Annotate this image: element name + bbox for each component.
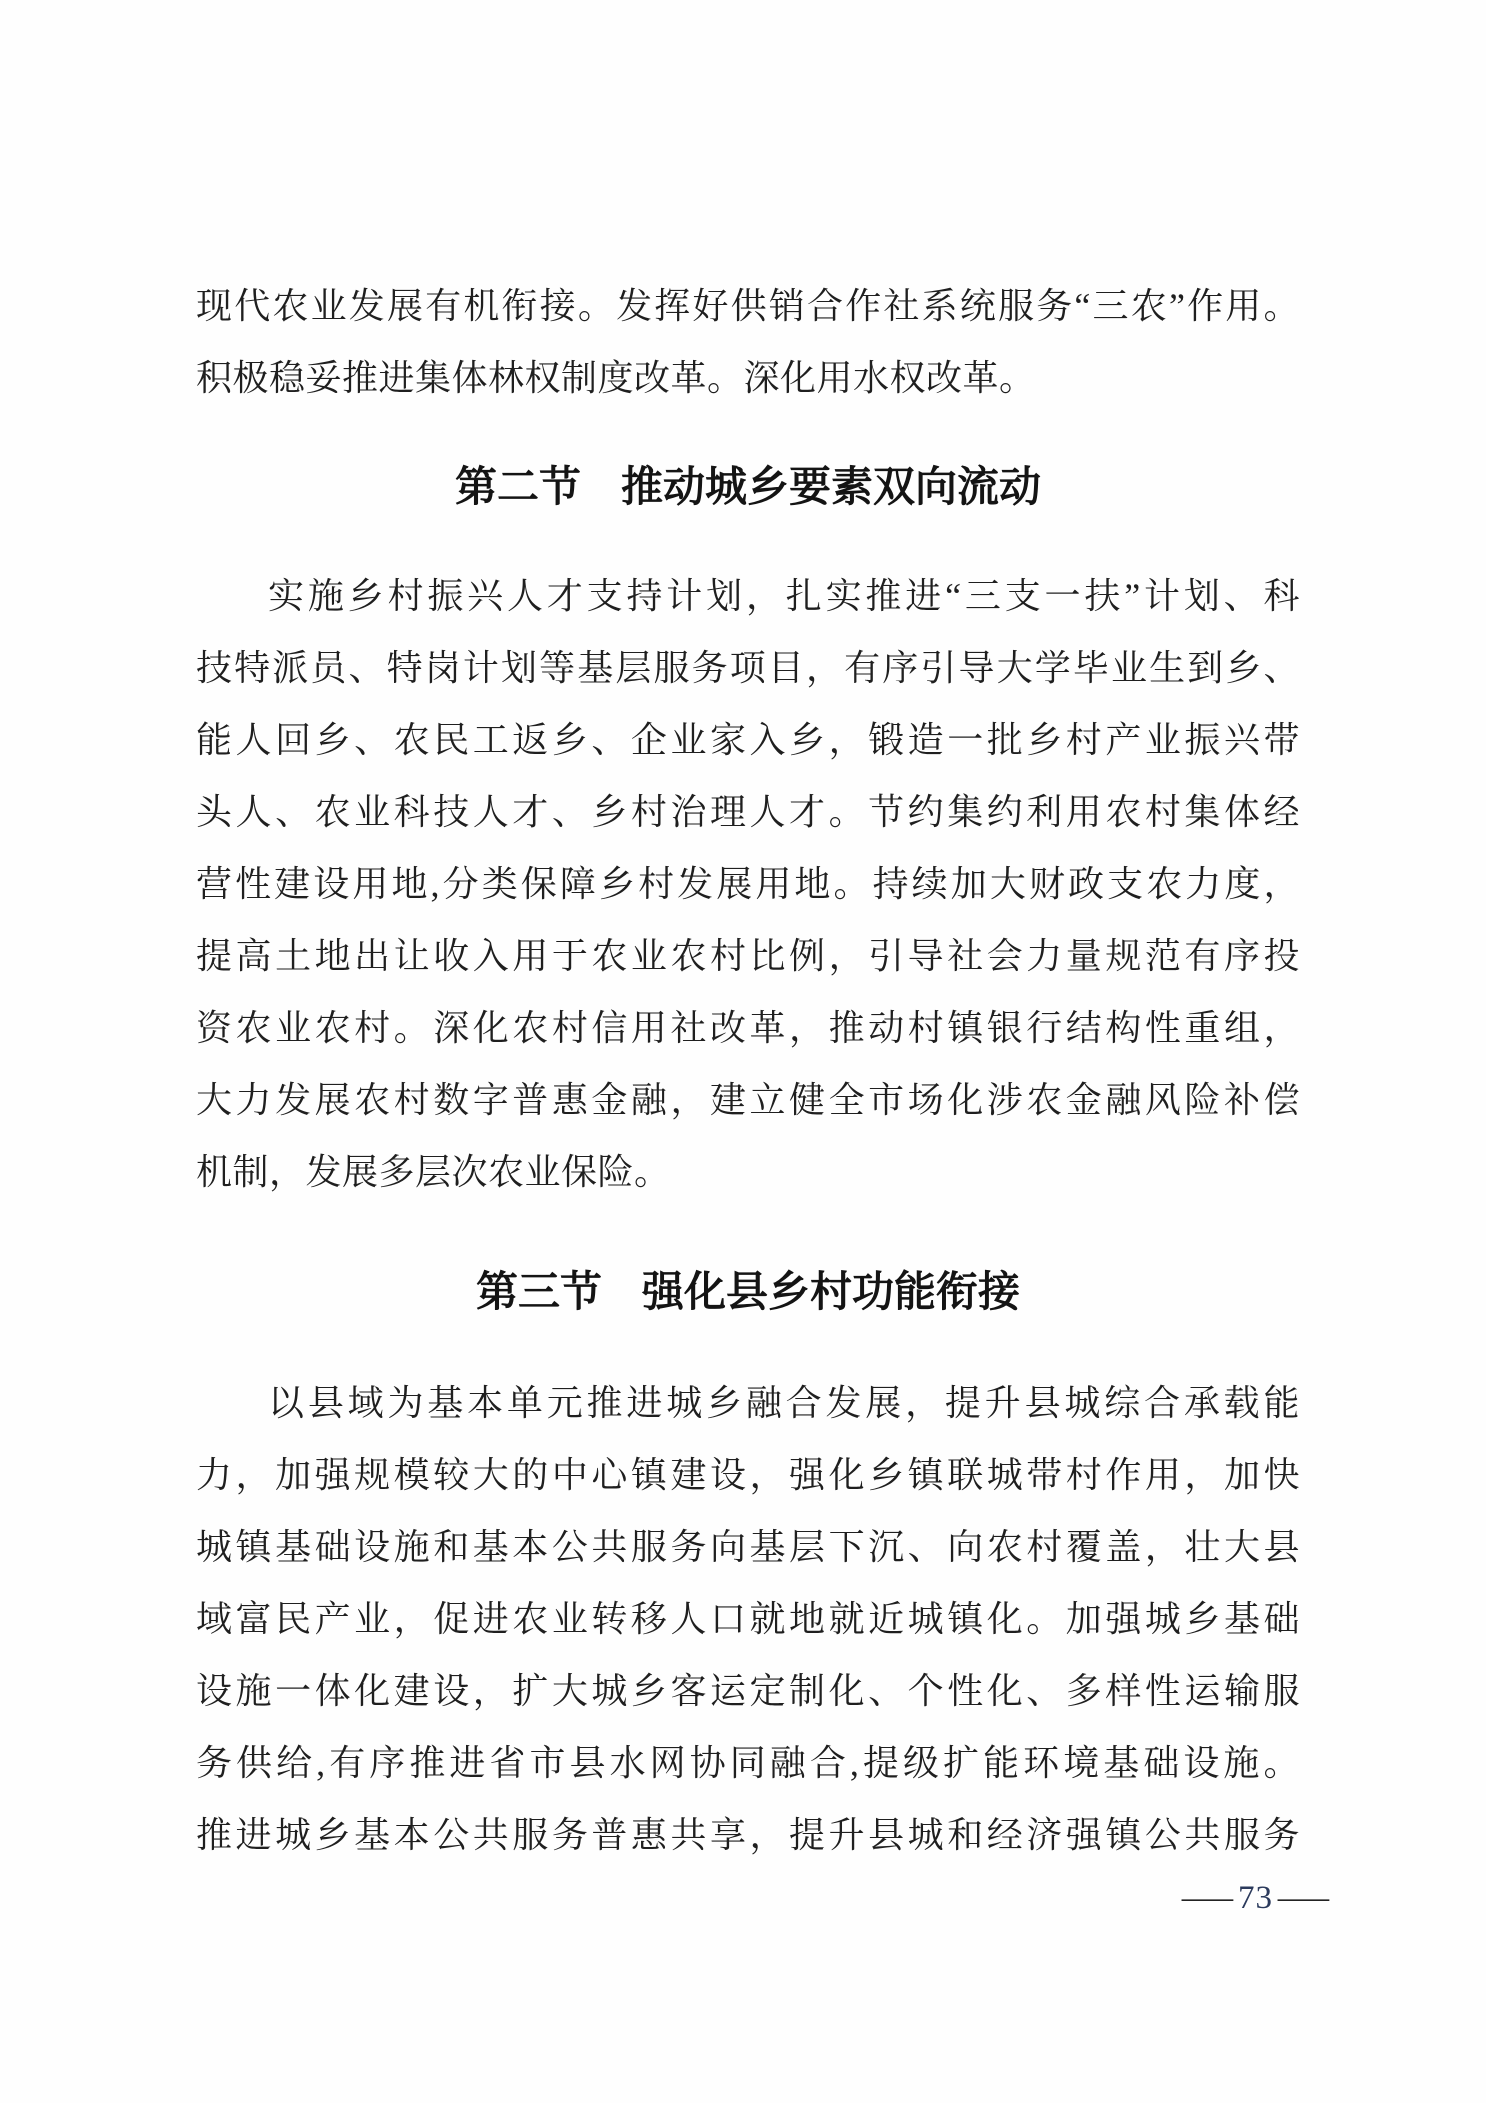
paragraph-continuation: [196, 270, 1300, 414]
footer-dash-left: —: [1181, 1880, 1234, 1916]
heading-title: 强化县乡村功能衔接: [641, 1270, 1020, 1316]
text-line: 域富民产业，促进农业转移人口就地就近城镇化。加强城乡基础: [196, 1599, 1300, 1639]
text-line: 大力发展农村数字普惠金融，建立健全市场化涉农金融风险补偿: [196, 1080, 1300, 1120]
footer-dash-right: —: [1277, 1880, 1330, 1916]
heading-number: 第二节: [455, 465, 582, 511]
text-line: 营性建设用地,分类保障乡村发展用地。持续加大财政支农力度，: [196, 864, 1300, 904]
text-line: 务供给,有序推进省市县水网协同融合,提级扩能环境基础设施。: [196, 1743, 1300, 1783]
text-line: 头人、农业科技人才、乡村治理人才。节约集约利用农村集体经: [196, 792, 1300, 832]
page-body: [196, 270, 1300, 1871]
text-line: 资农业农村。深化农村信用社改革，推动村镇银行结构性重组，: [196, 1008, 1300, 1048]
paragraph-section-3: [196, 1367, 1300, 1871]
text-line: 推进城乡基本公共服务普惠共享，提升县城和经济强镇公共服务: [196, 1815, 1300, 1855]
text-line: 设施一体化建设，扩大城乡客运定制化、个性化、多样性运输服: [196, 1671, 1300, 1711]
text-line: 机制，发展多层次农业保险。: [196, 1152, 671, 1192]
text-line: 城镇基础设施和基本公共服务向基层下沉、向农村覆盖，壮大县: [196, 1527, 1300, 1567]
text-line: 积极稳妥推进集体林权制度改革。深化用水权改革。: [196, 358, 1036, 398]
text-line: 力，加强规模较大的中心镇建设，强化乡镇联城带村作用，加快: [196, 1455, 1300, 1495]
heading-number: 第三节: [476, 1270, 603, 1316]
page-number: 73: [1238, 1880, 1273, 1916]
page-footer: [1181, 1878, 1330, 1918]
text-line: 提高土地出让收入用于农业农村比例，引导社会力量规范有序投: [196, 936, 1300, 976]
text-line: 实施乡村振兴人才支持计划，扎实推进“三支一扶”计划、科: [268, 576, 1300, 616]
paragraph-section-2: [196, 560, 1300, 1208]
text-line: 技特派员、特岗计划等基层服务项目，有序引导大学毕业生到乡、: [196, 648, 1300, 688]
text-line: 以县域为基本单元推进城乡融合发展，提升县城综合承载能: [268, 1383, 1300, 1423]
text-line: 现代农业发展有机衔接。发挥好供销合作社系统服务“三农”作用。: [196, 286, 1300, 326]
section-heading-3: [196, 1263, 1300, 1323]
section-heading-2: [196, 458, 1300, 518]
heading-title: 推动城乡要素双向流动: [620, 465, 1041, 511]
text-line: 能人回乡、农民工返乡、企业家入乡，锻造一批乡村产业振兴带: [196, 720, 1300, 760]
